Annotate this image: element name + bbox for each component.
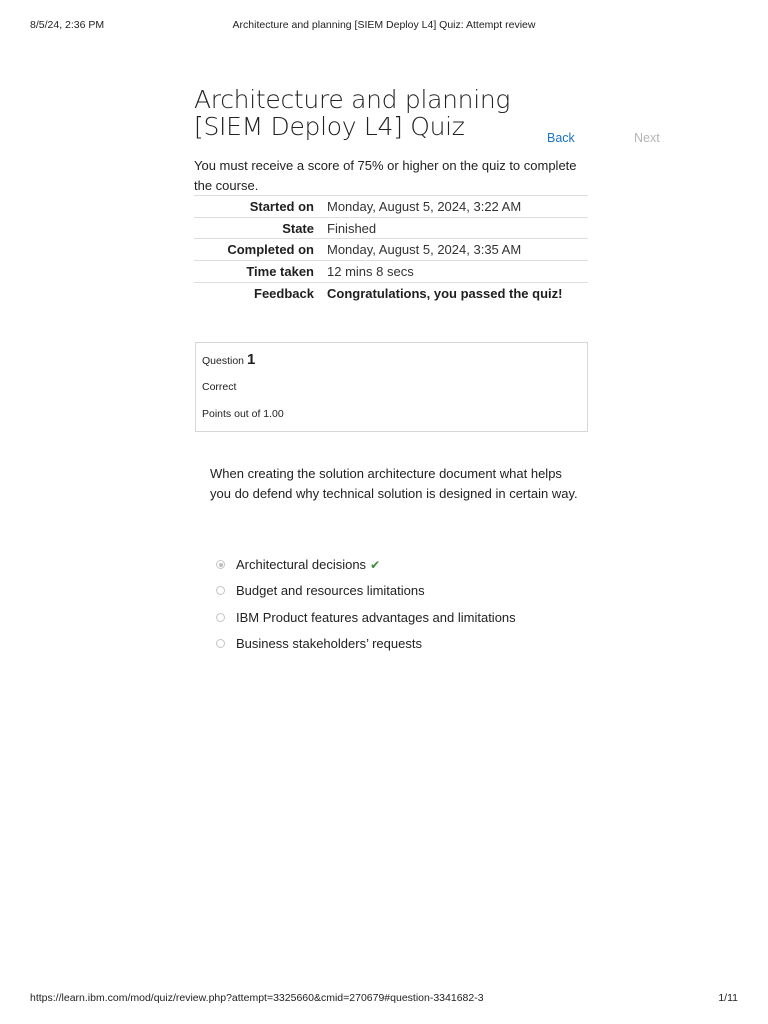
question-state: Correct — [202, 381, 237, 393]
quiz-intro: You must receive a score of 75% or higher on the quiz to complete the course. — [194, 158, 577, 193]
question-number-value: 1 — [246, 351, 256, 368]
summary-value: Finished — [327, 217, 588, 239]
answer-option[interactable] — [216, 609, 576, 635]
summary-row-completed — [194, 239, 588, 261]
summary-label: Time taken — [194, 261, 327, 283]
print-page-number: 1/11 — [718, 992, 738, 1004]
radio-button[interactable] — [216, 613, 225, 622]
answer-options — [216, 556, 576, 662]
summary-row-state — [194, 217, 588, 239]
answer-text: Budget and resources limitations — [236, 583, 425, 599]
answer-option[interactable] — [216, 556, 576, 582]
radio-button[interactable] — [216, 639, 225, 648]
answer-text: Business stakeholders’ requests — [236, 636, 422, 652]
print-date: 8/5/24, 2:36 PM — [30, 19, 105, 31]
radio-selected[interactable] — [216, 560, 225, 569]
summary-row-started — [194, 196, 588, 218]
summary-value: Monday, August 5, 2024, 3:22 AM — [327, 196, 588, 218]
attempt-summary-table — [194, 195, 588, 303]
radio-button[interactable] — [216, 586, 225, 595]
summary-value: 12 mins 8 secs — [327, 261, 588, 283]
answer-text: Architectural decisions ✔ — [236, 557, 381, 572]
summary-value: Monday, August 5, 2024, 3:35 AM — [327, 239, 588, 261]
summary-label: Started on — [194, 196, 327, 218]
feedback-message: Congratulations, you passed the quiz! — [327, 282, 588, 303]
summary-label: Completed on — [194, 239, 327, 261]
question-label: Question — [202, 355, 245, 367]
summary-row-feedback — [194, 282, 588, 303]
check-icon: ✔ — [370, 558, 381, 572]
back-link[interactable]: Back — [547, 131, 575, 145]
answer-option[interactable] — [216, 635, 576, 661]
next-link: Next — [634, 131, 660, 145]
question-grade: Points out of 1.00 — [202, 408, 284, 420]
summary-label: State — [194, 217, 327, 239]
print-header — [30, 19, 738, 33]
print-url: https://learn.ibm.com/mod/quiz/review.php?attempt=3325660&cmid=270679#question-3341682-3 — [30, 992, 484, 1004]
print-title: Architecture and planning [SIEM Deploy L4] Quiz: Attempt review — [232, 19, 536, 31]
summary-label: Feedback — [194, 282, 327, 303]
page-title: Architecture and planning [SIEM Deploy L4] Quiz — [194, 85, 511, 141]
question-number — [202, 351, 255, 368]
answer-text: IBM Product features advantages and limitations — [236, 609, 516, 625]
summary-row-time-taken — [194, 261, 588, 283]
question-text: When creating the solution architecture document what helps you do defend why technical solution is designed in certain way. — [210, 466, 578, 501]
question-info-box — [195, 342, 588, 432]
answer-option[interactable] — [216, 582, 576, 608]
